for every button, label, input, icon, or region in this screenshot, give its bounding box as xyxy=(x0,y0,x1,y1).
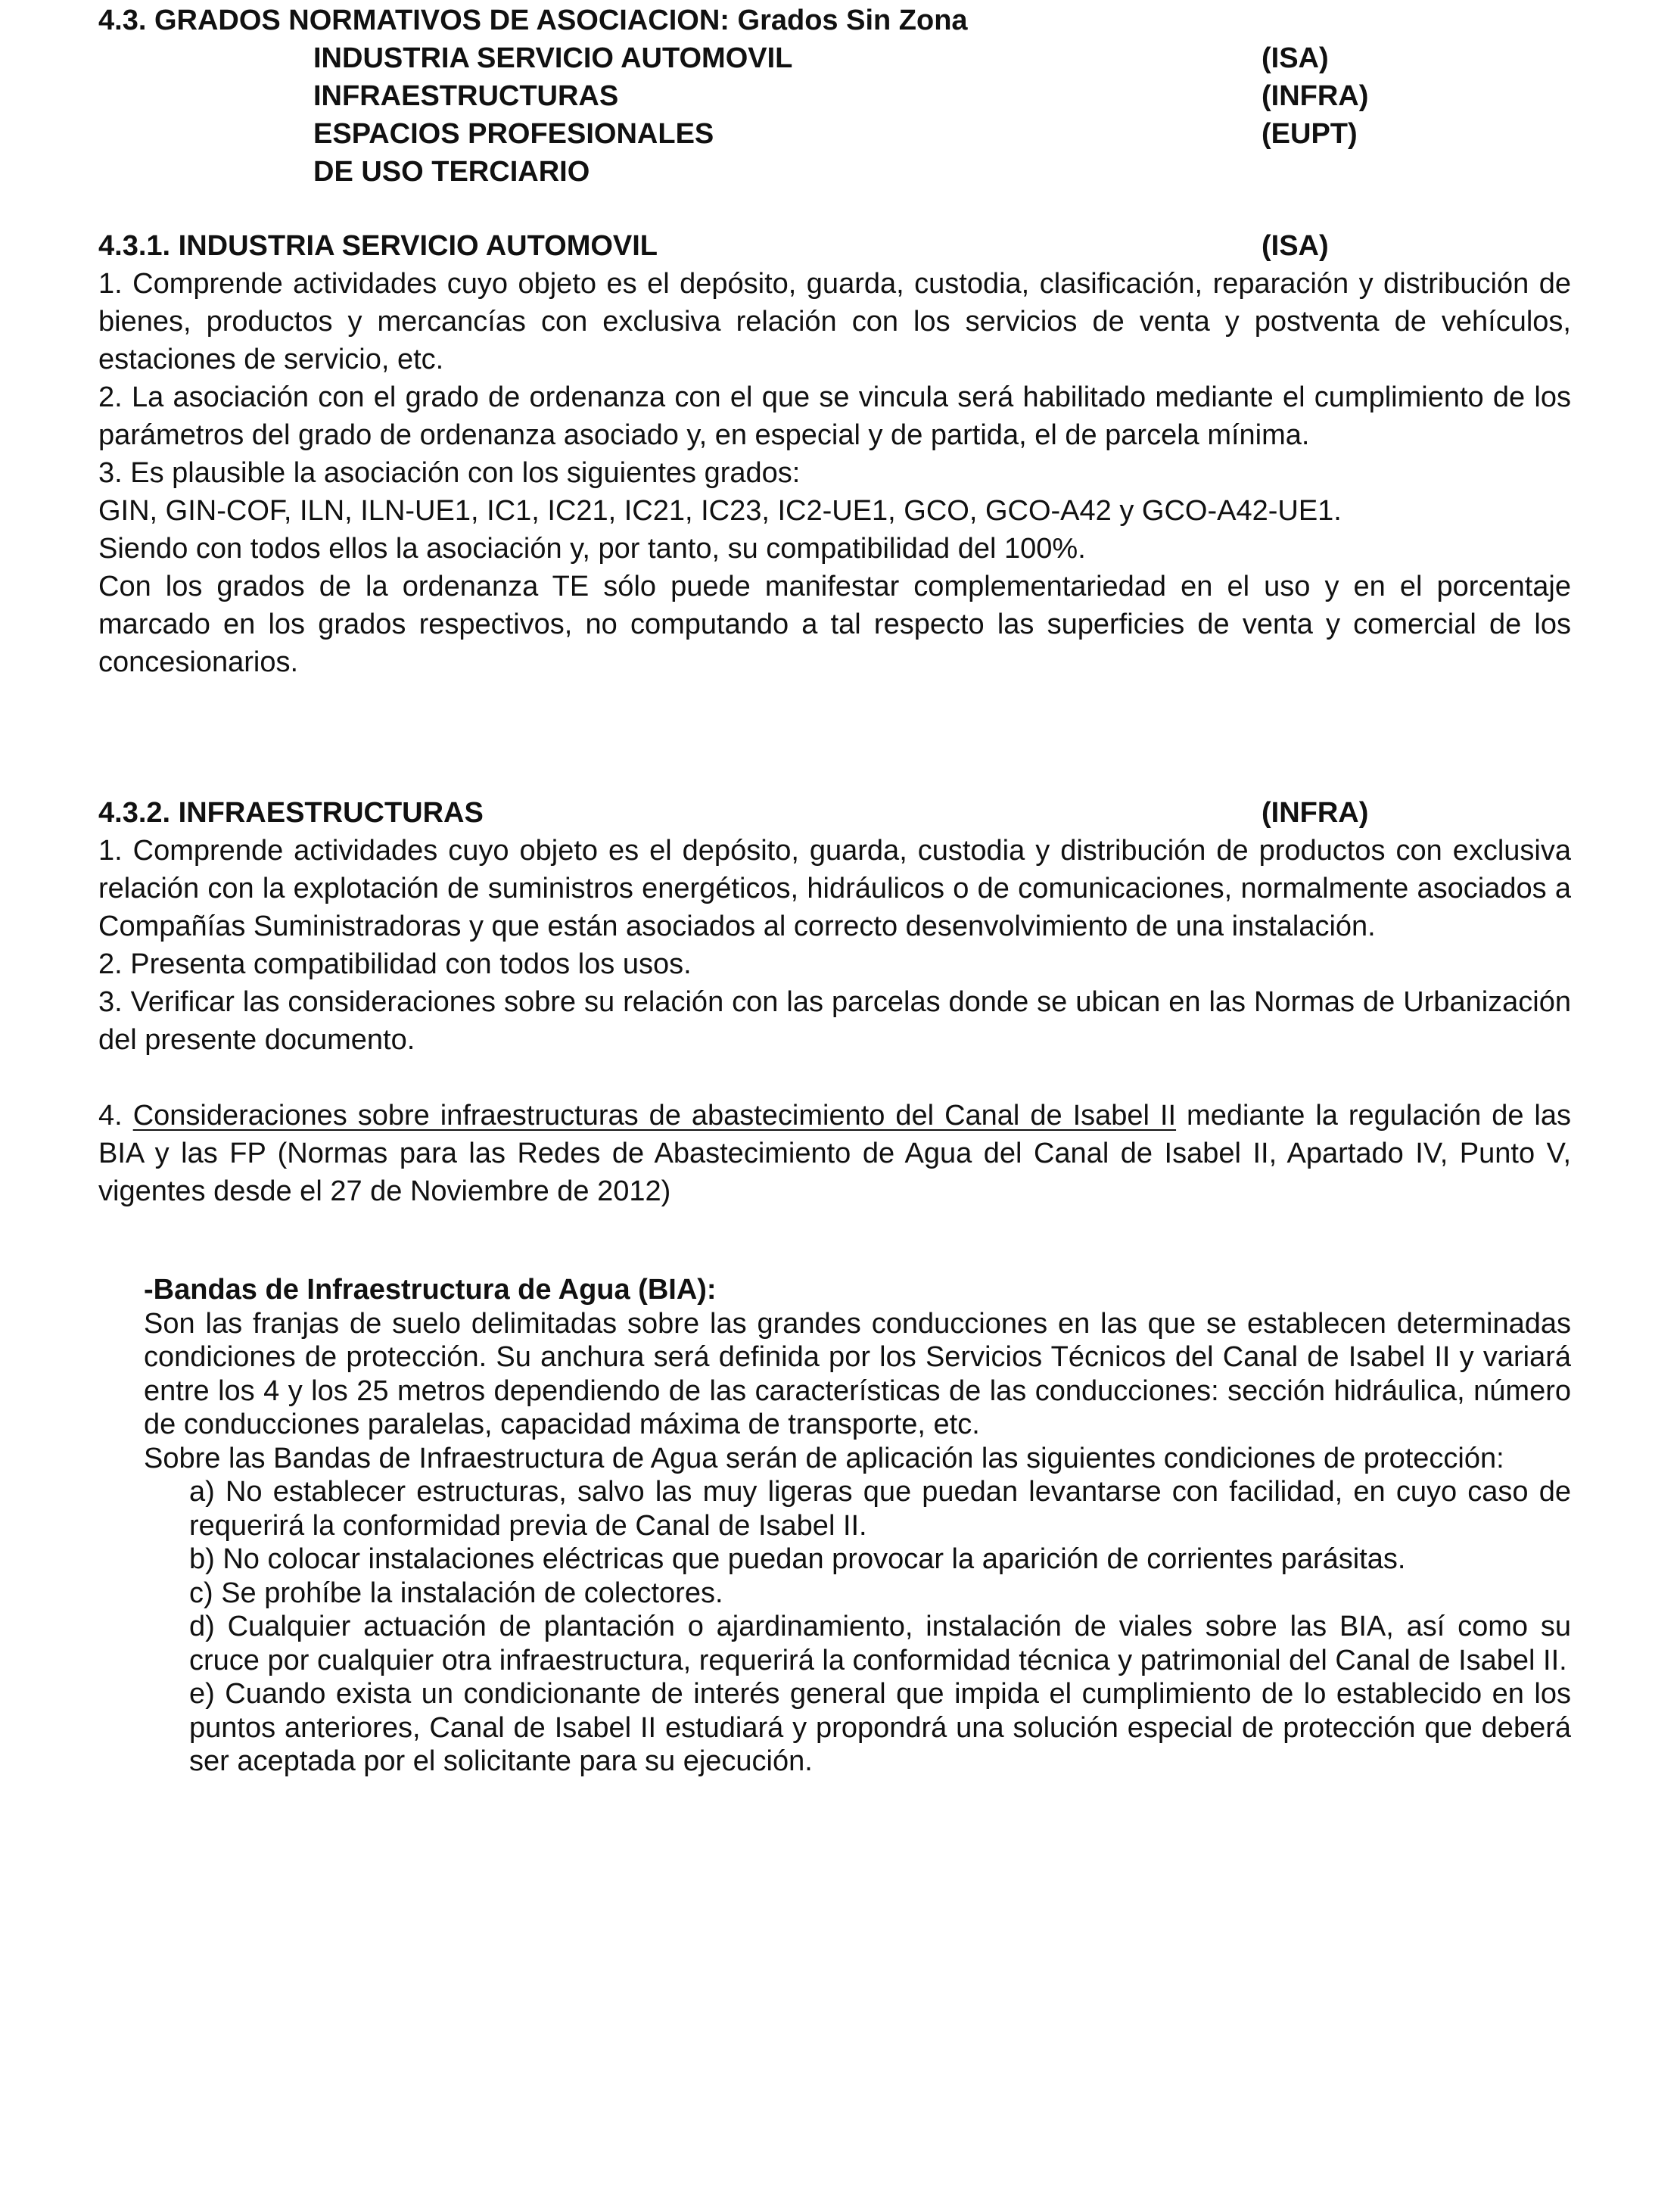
bia-condition: a) No establecer estructuras, salvo las muy ligeras que puedan levantarse con facilidad, en cuyo caso de requerirá la conformidad previa de Canal de Isabel II. xyxy=(189,1476,1571,1542)
heading-row-terciario xyxy=(98,153,1571,191)
heading-row-isa xyxy=(98,39,1571,77)
heading-row-code: (INFRA) xyxy=(1262,80,1369,112)
paragraph: 3. Verificar las consideraciones sobre su relación con las parcelas donde se ubican en las Normas de Urbanización del presente documento. xyxy=(98,986,1571,1056)
heading-row-label: ESPACIOS PROFESIONALES xyxy=(313,118,714,150)
section-infra-heading: 4.3.2. INFRAESTRUCTURAS (INFRA) xyxy=(98,797,1369,829)
bia-condition: c) Se prohíbe la instalación de colectores. xyxy=(189,1577,723,1609)
paragraph-item-4: 4. Consideraciones sobre infraestructuras de abastecimiento del Canal de Isabel II mediante la regulación de las BIA y las FP (Normas para las Redes de Abastecimiento de Agua del Canal de Isabel II, Apartado IV, Punto V, vigentes desde el 27 de Noviembre de 2012) xyxy=(98,1100,1572,1207)
paragraph: 1. Comprende actividades cuyo objeto es el depósito, guarda, custodia, clasificación, reparación y distribución de bienes, productos y mercancías con exclusiva relación con los servicios de venta y postventa de vehículos, estaciones de servicio, etc. xyxy=(98,268,1571,375)
bia-conditions-intro: Sobre las Bandas de Infraestructura de Agua serán de aplicación las siguientes condiciones de protección: xyxy=(144,1442,1504,1474)
heading-row-label: INFRAESTRUCTURAS xyxy=(313,80,619,112)
heading-row-label: INDUSTRIA SERVICIO AUTOMOVIL xyxy=(313,42,793,74)
bia-condition: e) Cuando exista un condicionante de interés general que impida el cumplimiento de lo establecido en los puntos anteriores, Canal de Isabel II estudiará y propondrá una solución especial de protección que deberá ser aceptada por el solicitante para su ejecución. xyxy=(189,1678,1571,1777)
heading-title: 4.3. GRADOS NORMATIVOS DE ASOCIACION: Grados Sin Zona xyxy=(98,5,968,36)
bia-intro: Son las franjas de suelo delimitadas sobre las grandes conducciones en las que se establecen determinadas condiciones de protección. Su anchura será definida por los Servicios Técnicos del Canal de Isabel II y variará entre los 4 y los 25 metros dependiendo de las características de las conducciones: sección hidráulica, número de conducciones paralelas, capacidad máxima de transporte, etc. xyxy=(144,1307,1571,1440)
paragraph: 2. La asociación con el grado de ordenanza con el que se vincula será habilitado mediante el cumplimiento de los parámetros del grado de ordenanza asociado y, en especial y de partida, el de parcela mínima. xyxy=(98,381,1571,451)
section-infra xyxy=(98,794,1571,1210)
paragraph: 2. Presenta compatibilidad con todos los usos. xyxy=(98,948,692,980)
heading-row-label: DE USO TERCIARIO xyxy=(313,156,590,188)
canal-isabel-link-text: Consideraciones sobre infraestructuras de abastecimiento del Canal de Isabel II xyxy=(132,1100,1177,1132)
paragraph: 1. Comprende actividades cuyo objeto es el depósito, guarda, custodia y distribución de productos con exclusiva relación con la explotación de suministros energéticos, hidráulicos o de comunicaciones, normalmente asociados a Compañías Suministradoras y que están asociados al correcto desenvolvimiento de una instalación. xyxy=(98,835,1571,942)
heading-block xyxy=(98,2,1571,191)
section-isa xyxy=(98,227,1571,681)
bia-block xyxy=(144,1273,1571,1779)
heading-row-infra xyxy=(98,77,1571,115)
heading-row-code: (EUPT) xyxy=(1262,118,1358,150)
heading-row-code: (ISA) xyxy=(1262,42,1329,74)
bia-condition: d) Cualquier actuación de plantación o ajardinamiento, instalación de viales sobre las BIA, así como su cruce por cualquier otra infraestructura, requerirá la conformidad técnica y patrimonial del Canal de Isabel II. xyxy=(189,1611,1571,1676)
paragraph: GIN, GIN-COF, ILN, ILN-UE1, IC1, IC21, IC21, IC23, IC2-UE1, GCO, GCO-A42 y GCO-A42-UE1. xyxy=(98,495,1342,527)
paragraph: Siendo con todos ellos la asociación y, por tanto, su compatibilidad del 100%. xyxy=(98,533,1086,565)
heading-row-eupt xyxy=(98,115,1571,153)
bia-condition: b) No colocar instalaciones eléctricas que puedan provocar la aparición de corrientes parásitas. xyxy=(189,1543,1406,1575)
section-isa-heading: 4.3.1. INDUSTRIA SERVICIO AUTOMOVIL (ISA) xyxy=(98,230,1329,262)
paragraph: Con los grados de la ordenanza TE sólo puede manifestar complementariedad en el uso y en el porcentaje marcado en los grados respectivos, no computando a tal respecto las superficies de venta y comercial de los concesionarios. xyxy=(98,571,1571,678)
paragraph: 3. Es plausible la asociación con los siguientes grados: xyxy=(98,457,801,489)
bia-title: -Bandas de Infraestructura de Agua (BIA): xyxy=(144,1274,717,1306)
